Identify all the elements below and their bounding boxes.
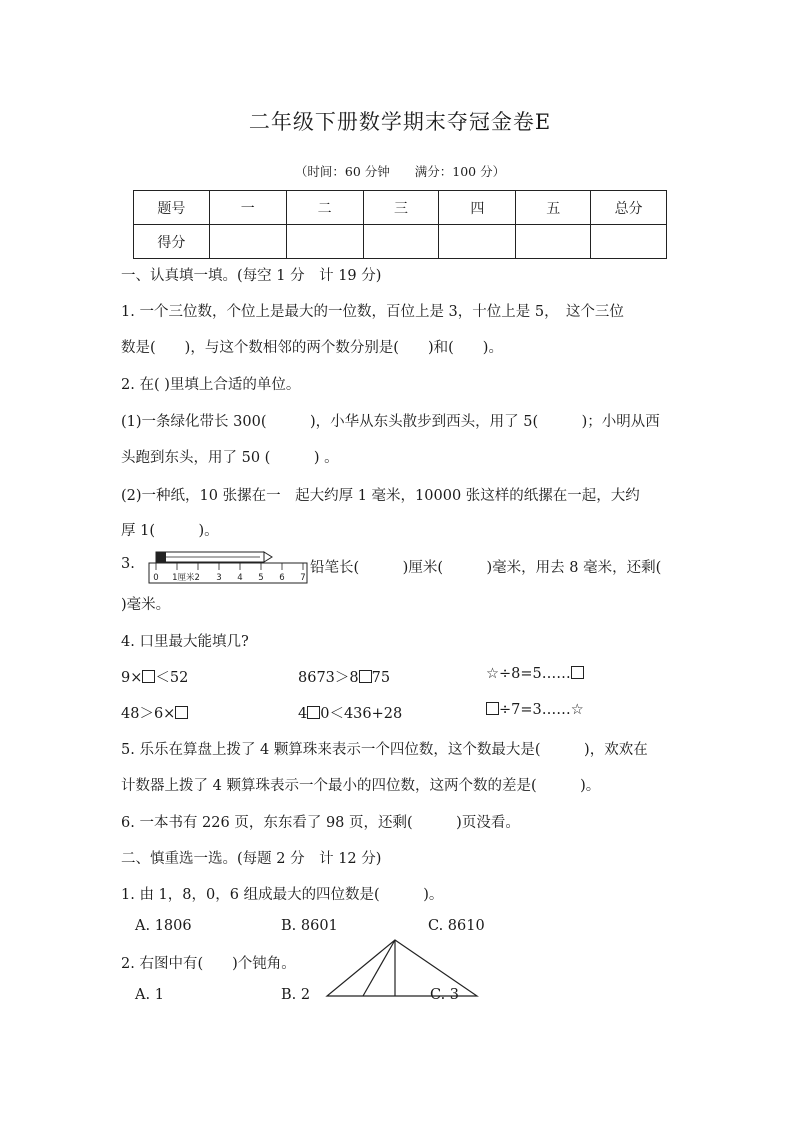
- q1-line2: 数是( )，与这个数相邻的两个数分别是( )和( )。: [121, 340, 503, 356]
- score-cell: 二: [286, 191, 363, 225]
- ruler-label: 7: [300, 573, 306, 583]
- s2-q1-option-b[interactable]: B. 8601: [281, 918, 338, 934]
- q4-item: 9× ＜52: [121, 670, 189, 686]
- q4-title: 4. 口里最大能填几?: [121, 634, 249, 650]
- q1-line1: 1. 一个三位数，个位上是最大的一位数，百位上是 3，十位上是 5， 这个三位: [121, 304, 624, 320]
- q3-number: 3.: [121, 556, 135, 572]
- s2-q2-option-c[interactable]: C. 3: [430, 987, 460, 1003]
- q4-item: ☆÷8=5……: [486, 666, 584, 682]
- section1-heading: 一、认真填一填。(每空 1 分 计 19 分): [121, 268, 382, 284]
- ruler-label: 3: [216, 573, 222, 583]
- score-blank-cell[interactable]: [286, 225, 363, 259]
- answer-box[interactable]: [359, 670, 372, 683]
- score-cell: 五: [516, 191, 591, 225]
- q4-item: 8673＞8 75: [298, 670, 391, 686]
- score-cell: 总分: [591, 191, 667, 225]
- s2-q2: 2. 右图中有( )个钝角。: [121, 956, 296, 972]
- score-cell: 一: [209, 191, 286, 225]
- ruler-label: 0: [153, 573, 159, 583]
- q4-item: ÷7=3……☆: [486, 702, 584, 718]
- s2-q2-option-a[interactable]: A. 1: [135, 987, 164, 1003]
- s2-q1-option-a[interactable]: A. 1806: [135, 918, 192, 934]
- ruler-label: 1厘米2: [172, 573, 200, 583]
- score-cell: 得分: [134, 225, 210, 259]
- score-table-score-row: [134, 225, 667, 259]
- q5-line1: 5. 乐乐在算盘上拨了 4 颗算珠来表示一个四位数，这个数最大是( )，欢欢在: [121, 742, 648, 758]
- q4-item: 4 0＜436+28: [298, 706, 403, 722]
- score-cell: 四: [439, 191, 516, 225]
- score-blank-cell[interactable]: [363, 225, 439, 259]
- page-title: 二年级下册数学期末夺冠金卷E: [248, 110, 552, 134]
- answer-box[interactable]: [175, 706, 188, 719]
- s2-q1: 1. 由 1，8，0，6 组成最大的四位数是( )。: [121, 887, 444, 903]
- score-table-header-row: [134, 191, 667, 225]
- ruler-label: 4: [237, 573, 243, 583]
- q2-1-line2: 头跑到东头，用了 50 ( ) 。: [121, 450, 339, 466]
- exam-info: （时间：60 分钟 满分：100 分）: [294, 164, 506, 179]
- q6: 6. 一本书有 226 页，东东看了 98 页，还剩( )页没看。: [121, 815, 520, 831]
- q2-1-line1: (1)一条绿化带长 300( )，小华从东头散步到西头，用了 5( )；小明从西: [121, 414, 660, 430]
- q4-item: 48＞6×: [121, 702, 188, 723]
- q2-2-line1: (2)一种纸，10 张摞在一 起大约厚 1 毫米，10000 张这样的纸摞在一起，大约: [121, 488, 640, 504]
- q2-2-line2: 厚 1( )。: [121, 523, 219, 539]
- q2-title: 2. 在( )里填上合适的单位。: [121, 377, 301, 393]
- s2-q2-option-b[interactable]: B. 2: [281, 987, 311, 1003]
- score-cell: 题号: [134, 191, 210, 225]
- ruler-label: 5: [258, 573, 264, 583]
- q3-text: 铅笔长( )厘米( )毫米，用去 8 毫米，还剩(: [310, 560, 662, 576]
- answer-box[interactable]: [571, 666, 584, 679]
- answer-box[interactable]: [307, 706, 320, 719]
- score-table: [133, 190, 667, 259]
- q3-line2: )毫米。: [121, 597, 171, 613]
- answer-box[interactable]: [486, 702, 499, 715]
- ruler-label: 6: [279, 573, 285, 583]
- ruler-pencil-figure: [148, 550, 308, 584]
- score-blank-cell[interactable]: [516, 225, 591, 259]
- answer-box[interactable]: [142, 670, 155, 683]
- s2-q1-option-c[interactable]: C. 8610: [428, 918, 485, 934]
- score-blank-cell[interactable]: [209, 225, 286, 259]
- score-blank-cell[interactable]: [439, 225, 516, 259]
- q5-line2: 计数器上拨了 4 颗算珠表示一个最小的四位数，这两个数的差是( )。: [121, 778, 601, 794]
- section2-heading: 二、慎重选一选。(每题 2 分 计 12 分): [121, 851, 382, 867]
- score-cell: 三: [363, 191, 439, 225]
- score-blank-cell[interactable]: [591, 225, 667, 259]
